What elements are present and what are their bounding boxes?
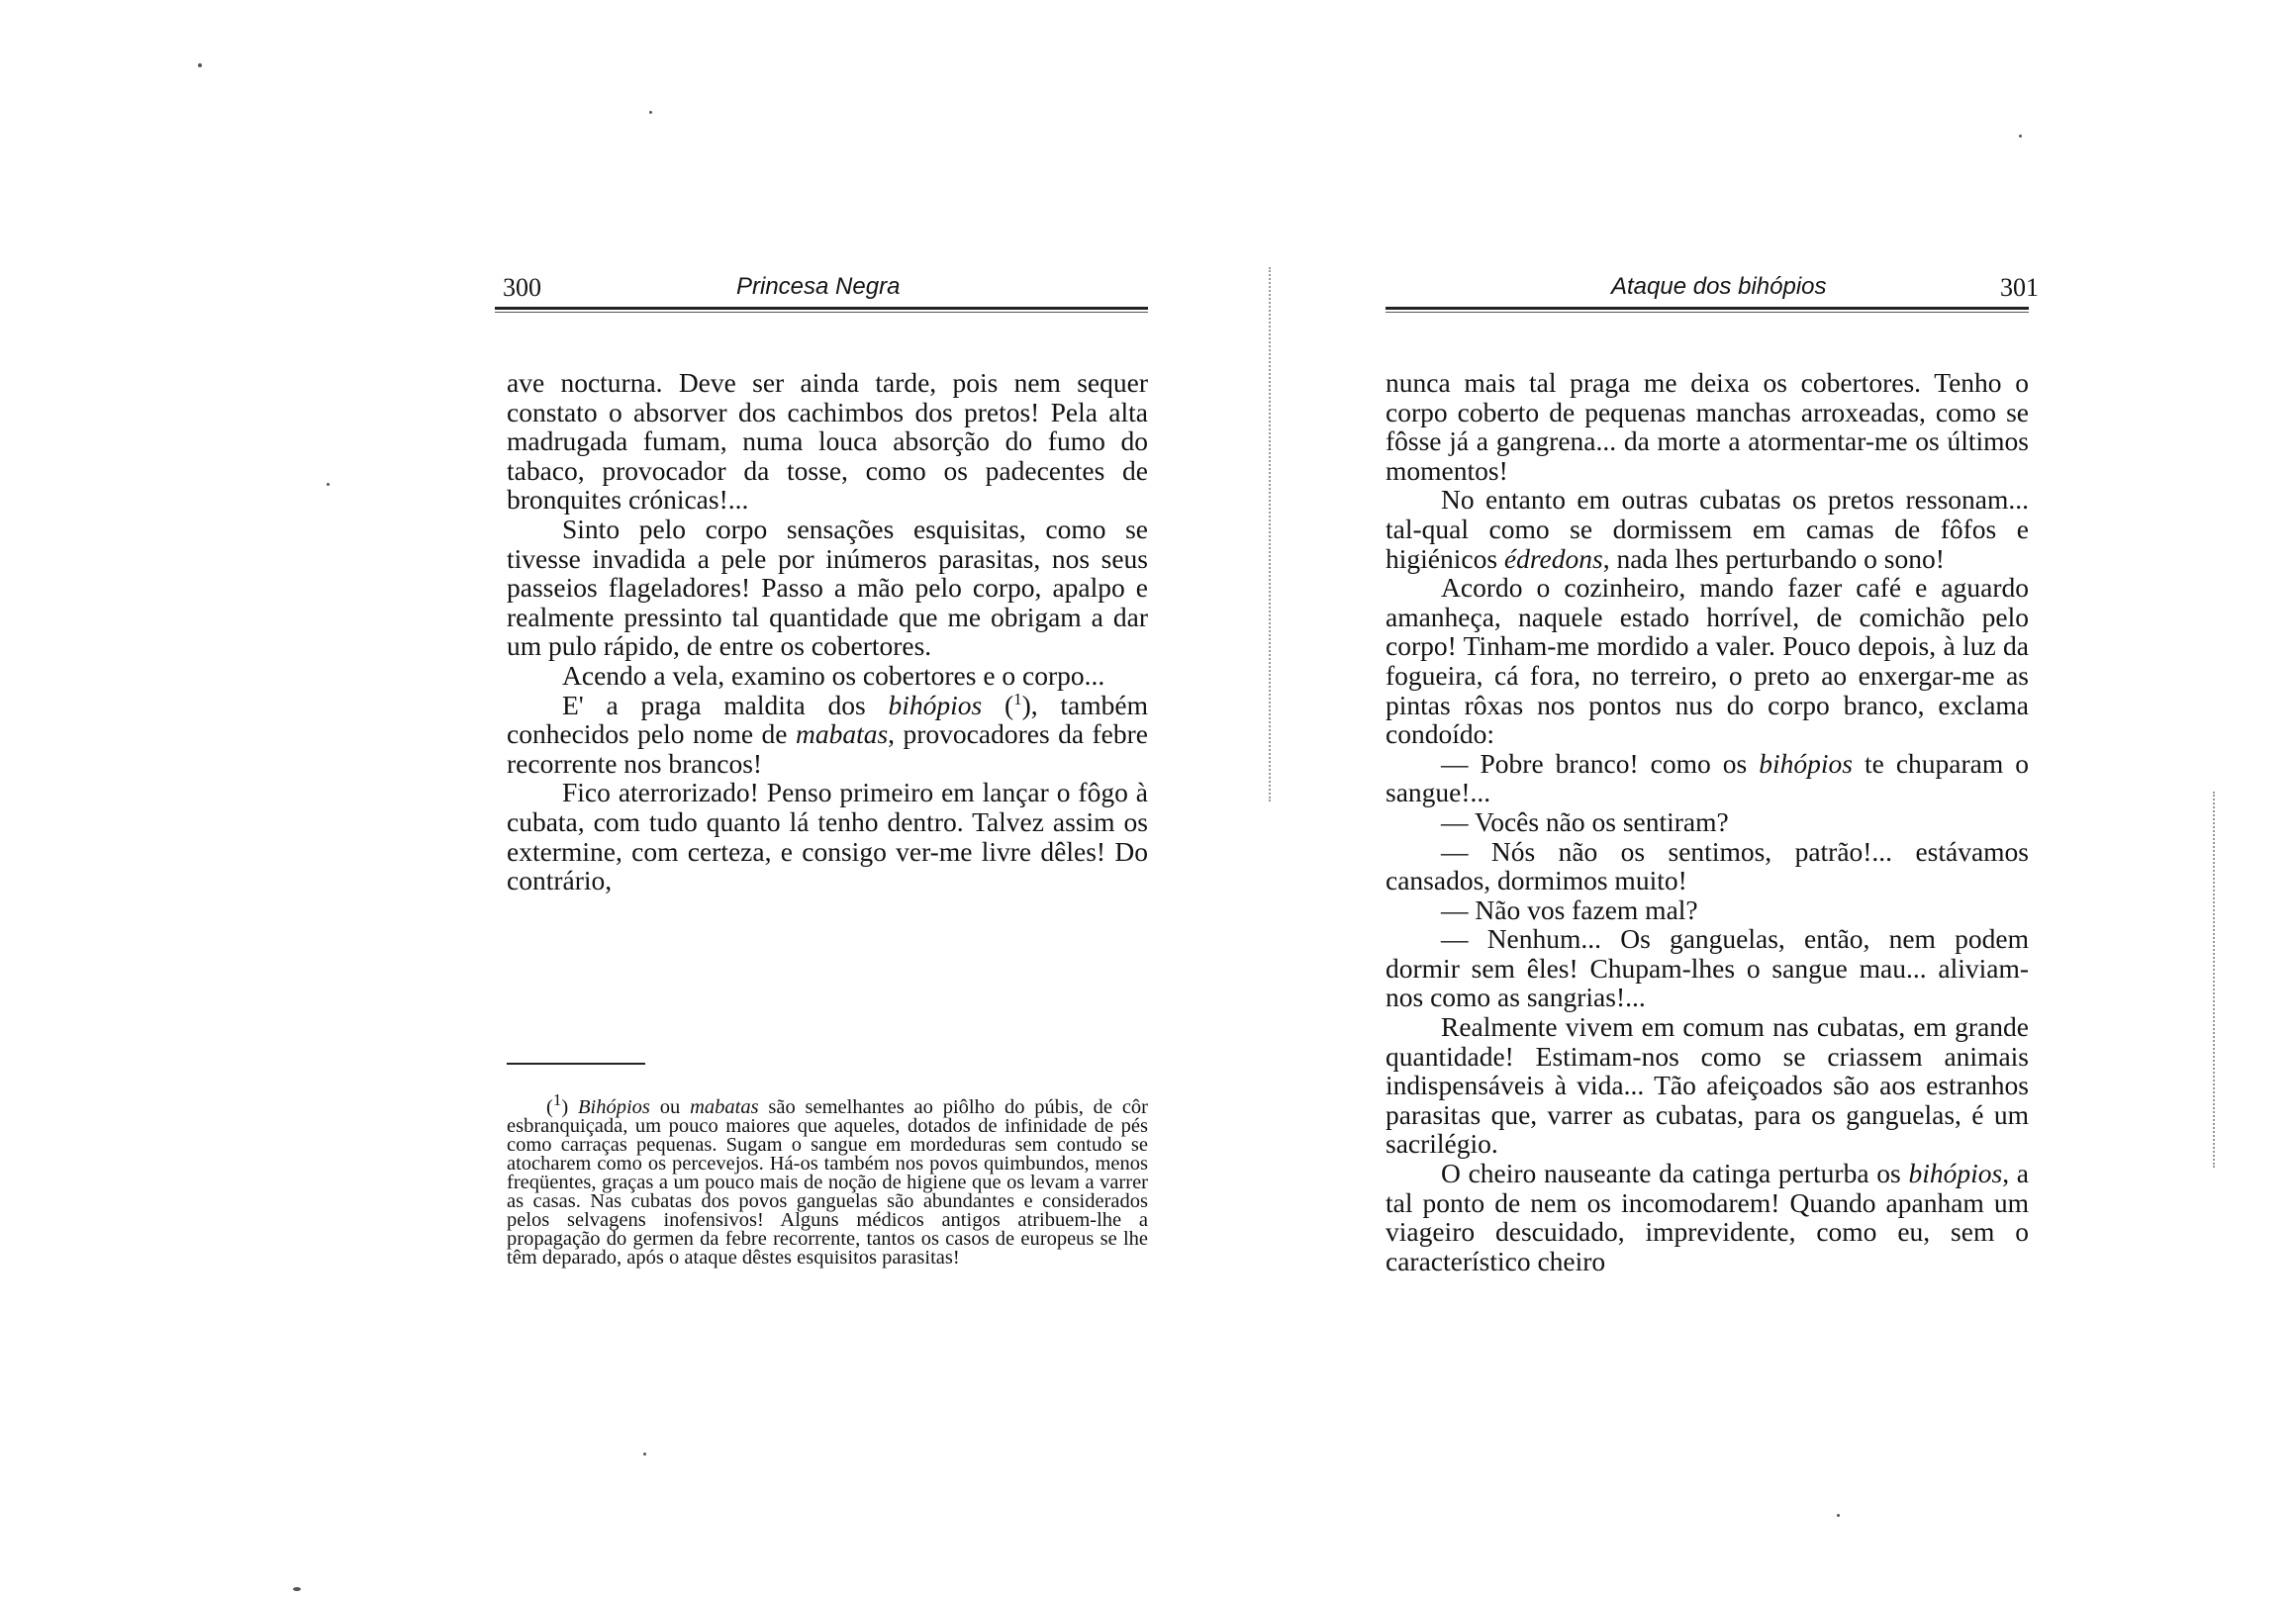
text-run: — Não vos fazem mal? — [1441, 894, 1698, 925]
paragraph — [507, 778, 1148, 894]
text-run: — Pobre branco! como os — [1441, 747, 1760, 779]
header-rule-thin — [1386, 312, 2029, 313]
italic-term: bihópios — [1759, 747, 1853, 779]
text-run: te chuparam o sangue!... — [1386, 747, 2030, 808]
scan-speck — [2019, 135, 2022, 138]
text-run: , provocadores da febre recorrente nos brancos! — [507, 718, 1149, 779]
text-run: No entanto em outras cubatas os pretos ressonam... tal-qual como se dormissem em camas de fôfos e higiénicos — [1386, 484, 2029, 574]
page-number: 301 — [2000, 273, 2039, 302]
paragraph — [1386, 368, 2029, 485]
text-run: — Nenhum... Os ganguelas, então, nem podem dormir sem êles! Chupam-lhes o sangue mau... aliviam-nos como as sangrias!... — [1386, 923, 2029, 1013]
text-run: são semelhantes ao piôlho do púbis, de côr esbranquiçada, um pouco maiores que aqueles, dotados de infinidade de pés como carraças pequenas. Sugam o sangue em mordeduras sem contudo se atocharem como os percevejos. Há-os também nos povos quimbundos, menos freqüentes, graças a um pouco mais de noção de higiene que os levam a varrer as casas. Nas cubatas dos povos ganguelas são abundantes e considerados pelos selvagens inofensivos! Alguns médicos antigos atribuem-lhe a propagação do germen da febre recorrente, tantos os casos de europeus se lhe têm deparado, após o ataque dêstes esquisitos parasitas! — [507, 1096, 1149, 1269]
scan-speck — [198, 63, 202, 67]
header-rule-thin — [495, 312, 1148, 313]
footnote-paragraph — [507, 1090, 1149, 1269]
text-run: Realmente vivem em comum nas cubatas, em grande quantidade! Estimam-nos como se criassem animais indispensáveis à vida... Tão afeiçoados são aos estranhos parasitas que, varrer as cubatas, para os ganguelas, é um sacrilégio. — [1386, 1011, 2029, 1160]
paragraph — [1386, 837, 2029, 895]
text-run: E' a praga maldita dos — [562, 689, 889, 720]
paragraph — [1386, 749, 2029, 807]
italic-term: bihópios — [888, 689, 983, 720]
italic-term: bihópios — [1908, 1158, 2003, 1189]
text-run: Sinto pelo corpo sensações esquisitas, como se tivesse invadida a pele por inúmeros parasitas, nos seus passeios flageladores! Passo a mão pelo corpo, apalpo e realmente pressinto tal quantidade que me obrigam a dar um pulo rápido, de entre os cobertores. — [507, 513, 1148, 662]
scan-speck — [649, 111, 652, 114]
italic-term: Bihópios — [577, 1096, 650, 1118]
paragraph — [1386, 1012, 2029, 1159]
running-title: Princesa Negra — [736, 273, 901, 300]
scan-gutter-line — [1269, 267, 1271, 801]
text-run: ), também conhecidos pelo nome de — [507, 689, 1148, 750]
scan-speck — [327, 483, 330, 486]
right-page-header — [1386, 269, 2039, 309]
header-rule — [495, 307, 1148, 310]
footnote-reference: 1 — [552, 1090, 562, 1110]
running-title: Ataque dos bihópios — [1611, 273, 1827, 300]
paragraph — [507, 691, 1148, 779]
text-run: ou — [649, 1096, 691, 1118]
italic-term: édredons — [1503, 542, 1603, 574]
left-body-text — [507, 368, 1148, 895]
right-page — [1386, 0, 2039, 1599]
paragraph — [1386, 485, 2029, 573]
scan-edge-line — [2213, 792, 2215, 1168]
text-run: ( — [546, 1096, 553, 1118]
text-run: — Nós não os sentimos, patrão!... estávamos cansados, dormimos muito! — [1386, 835, 2029, 896]
text-run: nunca mais tal praga me deixa os cobertores. Tenho o corpo coberto de pequenas manchas arroxeadas, como se fôsse já a gangrena... da morte a atormentar-me os últimos momentos! — [1386, 367, 2029, 486]
footnote-reference: 1 — [1013, 689, 1022, 708]
paragraph — [507, 368, 1148, 515]
paragraph — [1386, 573, 2029, 749]
text-run: , nada lhes perturbando o sono! — [1602, 542, 1945, 574]
text-run: , a tal ponto de nem os incomodarem! Quando apanham um viageiro descuidado, imprevidente, como eu, sem o característico cheiro — [1386, 1158, 2029, 1276]
italic-term: mabatas — [690, 1096, 759, 1118]
paragraph — [507, 661, 1148, 691]
text-run: O cheiro nauseante da catinga perturba os — [1441, 1158, 1909, 1189]
paragraph — [1386, 1159, 2029, 1275]
text-run: ( — [982, 689, 1014, 720]
scan-speck — [293, 1587, 301, 1591]
text-run: Acordo o cozinheiro, mando fazer café e aguardo amanheça, naquele estado horrível, de comichão pelo corpo! Tinham-me mordido a valer. Pouco depois, à luz da fogueira, cá fora, no terreiro, o preto ao enxergar-me as pintas rôxas nos pontos nus do corpo branco, exclama condoído: — [1386, 572, 2029, 750]
left-page — [495, 0, 1148, 1599]
scan-speck — [1837, 1514, 1840, 1517]
scan-speck — [643, 1453, 646, 1456]
left-page-header — [495, 269, 1148, 309]
text-run: ave nocturna. Deve ser ainda tarde, pois nem sequer constato o absorver dos cachimbos dos pretos! Pela alta madrugada fumam, numa louca absorção do fumo do tabaco, provocador da tosse, como os padecentes de bronquites crónicas!... — [507, 367, 1148, 516]
right-body-text — [1386, 368, 2029, 1275]
text-run: — Vocês não os sentiram? — [1441, 805, 1729, 837]
text-run: Fico aterrorizado! Penso primeiro em lançar o fôgo à cubata, com tudo quanto lá tenho dentro. Talvez assim os extermine, com certeza, e consigo ver-me livre dêles! Do contrário, — [507, 777, 1148, 896]
italic-term: mabatas — [795, 718, 889, 750]
text-run: ) — [561, 1096, 578, 1118]
paragraph — [1386, 895, 2029, 925]
paragraph — [1386, 924, 2029, 1012]
page-number: 300 — [503, 273, 541, 302]
text-run: Acendo a vela, examino os cobertores e o corpo... — [562, 659, 1105, 691]
footnote — [507, 1090, 1149, 1269]
paragraph — [1386, 807, 2029, 837]
header-rule — [1386, 307, 2029, 310]
paragraph — [507, 515, 1148, 661]
footnote-rule — [507, 1063, 645, 1065]
